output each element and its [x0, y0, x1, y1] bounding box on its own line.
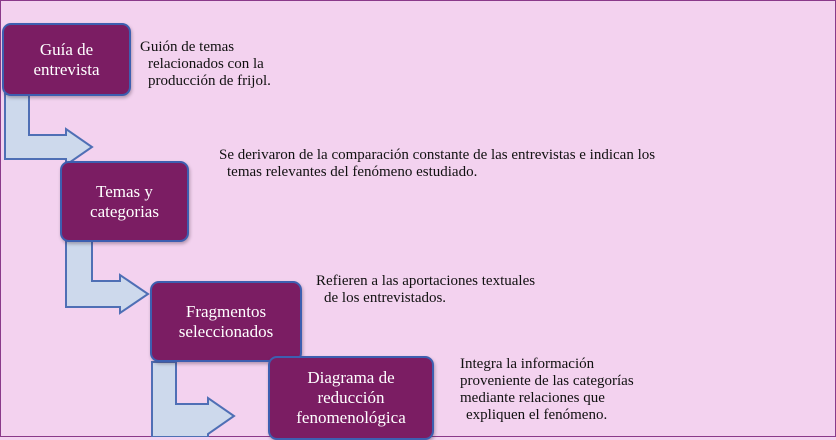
bent-arrow-1	[5, 94, 92, 165]
step-title-line: Temas y	[96, 181, 153, 201]
description-line: temas relevantes del fenómeno estudiado.	[227, 164, 478, 180]
description-line: Integra la información	[460, 356, 595, 372]
step-box-fragmentos-seleccionados	[150, 281, 302, 362]
description-line: expliquen el fenómeno.	[466, 407, 608, 423]
description-line: de los entrevistados.	[324, 290, 447, 306]
step-description-1	[140, 39, 271, 90]
description-line: Se derivaron de la comparación constante de las entrevistas e indican los	[219, 147, 656, 163]
step-title-line: Fragmentos	[185, 301, 267, 321]
description-line: Refieren a las aportaciones textuales	[316, 273, 536, 289]
step-box-diagrama-de-reduccion	[268, 356, 434, 440]
description-line: producción de frijol.	[148, 73, 271, 89]
step-title-line: Guía de	[39, 39, 94, 59]
description-line: Guión de temas	[140, 39, 235, 55]
step-box-temas-y-categorias	[60, 161, 189, 242]
step-title-line: categorias	[90, 201, 159, 221]
bent-arrow-2	[66, 240, 148, 313]
step-description-2	[219, 147, 655, 181]
bent-arrow-3	[152, 362, 234, 437]
step-title-line: Diagrama de	[307, 368, 395, 387]
step-description-3	[316, 273, 535, 307]
description-line: proveniente de las categorías	[460, 373, 634, 389]
step-description-4	[460, 356, 634, 424]
description-line: mediante relaciones que	[460, 390, 605, 406]
step-title-line: reducción	[317, 388, 385, 407]
step-title-line: entrevista	[33, 59, 100, 79]
step-title-line: seleccionados	[178, 321, 274, 341]
step-title-line: fenomenológica	[296, 408, 406, 427]
step-box-guia-de-entrevista	[2, 23, 131, 96]
description-line: relacionados con la	[148, 56, 264, 72]
